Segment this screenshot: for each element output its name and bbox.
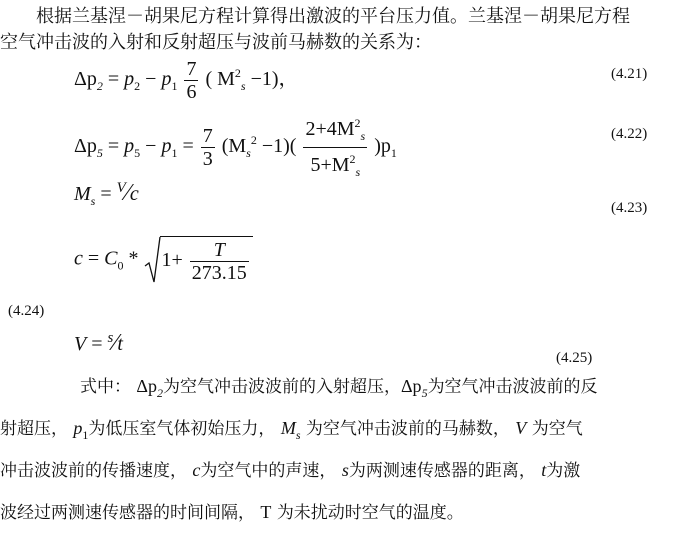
eq-sub: 0 xyxy=(117,258,124,273)
eq-term: p xyxy=(161,135,172,158)
eq-term: c xyxy=(74,247,83,270)
explanation-line-3 xyxy=(0,456,580,481)
eq-sub: 2 xyxy=(156,386,163,400)
eq-term: Δp xyxy=(74,68,97,91)
eq-sub: s xyxy=(240,79,246,94)
eq-term: −1)( xyxy=(261,135,297,158)
eq-sign: = xyxy=(182,135,194,158)
equation-4-25 xyxy=(74,330,123,357)
equation-number-4-22: (4.22) xyxy=(611,126,648,142)
eq-sub: 5 xyxy=(421,386,428,400)
eq-term: (M xyxy=(221,135,247,158)
explanation-text: 射超压， xyxy=(0,419,68,439)
eq-sub: 5 xyxy=(96,146,103,161)
eq-term: 2+4M xyxy=(305,118,355,140)
eq-term: V xyxy=(74,333,87,355)
explanation-text: 为两测速传感器的距离， xyxy=(348,461,536,481)
equation-4-22 xyxy=(74,112,397,183)
equation-number-4-25: (4.25) xyxy=(556,350,593,366)
explanation-text: 为空气冲击波波前的入射超压， xyxy=(162,377,401,397)
eq-sign: * xyxy=(128,247,139,270)
eq-sub: s xyxy=(90,194,96,208)
explanation-text: 波经过两测速传感器的时间间隔， xyxy=(0,503,255,523)
slash-bar: ⁄ xyxy=(113,330,118,356)
square-root xyxy=(144,236,253,284)
numerator: 7 xyxy=(186,58,197,80)
explanation-line-1 xyxy=(80,372,598,401)
eq-term: −1)， xyxy=(250,68,299,91)
equation-4-23 xyxy=(74,180,139,209)
eq-sub: s xyxy=(360,129,366,143)
eq-term: ( M xyxy=(205,68,235,91)
eq-sub: 5 xyxy=(134,146,141,161)
symbol-dp2: Δp xyxy=(136,376,157,396)
eq-sign: − xyxy=(145,135,157,158)
eq-term: 5+M xyxy=(310,154,350,176)
eq-sub: 1 xyxy=(171,79,178,94)
intro-line-2: 空气冲击波的入射和反射超压与波前马赫数的关系为： xyxy=(0,32,432,53)
eq-sign: = xyxy=(91,333,103,355)
equation-number-4-24: (4.24) xyxy=(8,303,45,319)
symbol-s: s xyxy=(341,460,349,480)
eq-sub: s xyxy=(246,146,251,161)
eq-sub: 2 xyxy=(134,79,141,94)
denominator: 3 xyxy=(202,148,213,170)
equation-number-4-21: (4.21) xyxy=(611,66,648,82)
eq-sub: 1 xyxy=(390,146,397,161)
explanation-text: 冲击波波前的传播速度， xyxy=(0,461,187,481)
eq-term: C xyxy=(104,247,118,270)
symbol-t: t xyxy=(541,460,547,480)
numerator: T xyxy=(190,239,249,262)
eq-sign: = xyxy=(100,183,112,205)
explanation-text: 为空气冲击波波前的反 xyxy=(427,377,598,397)
eq-sup: 2 xyxy=(349,152,356,166)
slash-numerator: V xyxy=(116,180,126,196)
symbol-ms: M xyxy=(280,418,296,438)
eq-term: p xyxy=(161,68,172,91)
numerator: 7 xyxy=(202,125,213,147)
symbol-p1: p xyxy=(73,418,83,438)
explanation-text: 为空气 xyxy=(531,419,583,439)
explanation-text: 式中： xyxy=(80,377,131,397)
slash-bar: ⁄ xyxy=(125,180,130,206)
symbol-T: T xyxy=(260,502,272,522)
slash-denominator: t xyxy=(117,333,123,355)
eq-sub: s xyxy=(295,428,301,442)
explanation-line-4 xyxy=(0,498,464,523)
explanation-text: 为低压室气体初始压力， xyxy=(88,419,276,439)
eq-term: p xyxy=(124,135,135,158)
denominator xyxy=(303,148,367,183)
eq-sign: = xyxy=(107,68,120,91)
fraction xyxy=(303,112,367,183)
denominator: 273.15 xyxy=(191,262,247,284)
fraction xyxy=(190,239,249,284)
eq-term: M xyxy=(74,183,91,205)
eq-term: 1+ xyxy=(161,249,183,272)
explanation-text: 为空气冲击波前的马赫数， xyxy=(305,419,510,439)
explanation-text: 为激 xyxy=(546,461,581,481)
symbol-c: c xyxy=(192,460,201,480)
eq-term: Δp xyxy=(74,135,97,158)
symbol-dp5: Δp xyxy=(400,376,422,396)
symbol-v: V xyxy=(515,418,527,438)
eq-sign: = xyxy=(87,247,100,270)
equation-4-24 xyxy=(74,236,253,284)
slash-numerator: s xyxy=(107,330,114,346)
eq-sub: s xyxy=(355,165,361,179)
explanation-text: 为空气中的声速， xyxy=(200,461,337,481)
eq-sup: 2 xyxy=(234,66,241,81)
equation-number-4-23: (4.23) xyxy=(611,200,648,216)
eq-term: p xyxy=(124,68,135,91)
intro-line-1: 根据兰基涅－胡果尼方程计算得出激波的平台压力值。兰基涅－胡果尼方程 xyxy=(36,6,630,27)
slash-denominator: c xyxy=(129,183,139,205)
numerator xyxy=(303,112,367,148)
denominator: 6 xyxy=(186,81,197,103)
eq-term: )p xyxy=(374,135,391,158)
explanation-line-2 xyxy=(0,414,583,443)
eq-sign: = xyxy=(107,135,120,158)
eq-sub: 1 xyxy=(171,146,178,161)
eq-sub: 1 xyxy=(82,428,89,442)
equation-4-21 xyxy=(74,58,299,103)
radicand xyxy=(160,236,253,284)
radical-sign-icon xyxy=(144,236,162,284)
fraction xyxy=(184,58,198,103)
eq-sub: 2 xyxy=(96,79,103,94)
eq-sign: − xyxy=(145,68,157,91)
eq-sup: 2 xyxy=(250,133,257,148)
fraction xyxy=(201,125,215,170)
explanation-text: 为未扰动时空气的温度。 xyxy=(276,503,464,523)
eq-sup: 2 xyxy=(354,116,361,130)
